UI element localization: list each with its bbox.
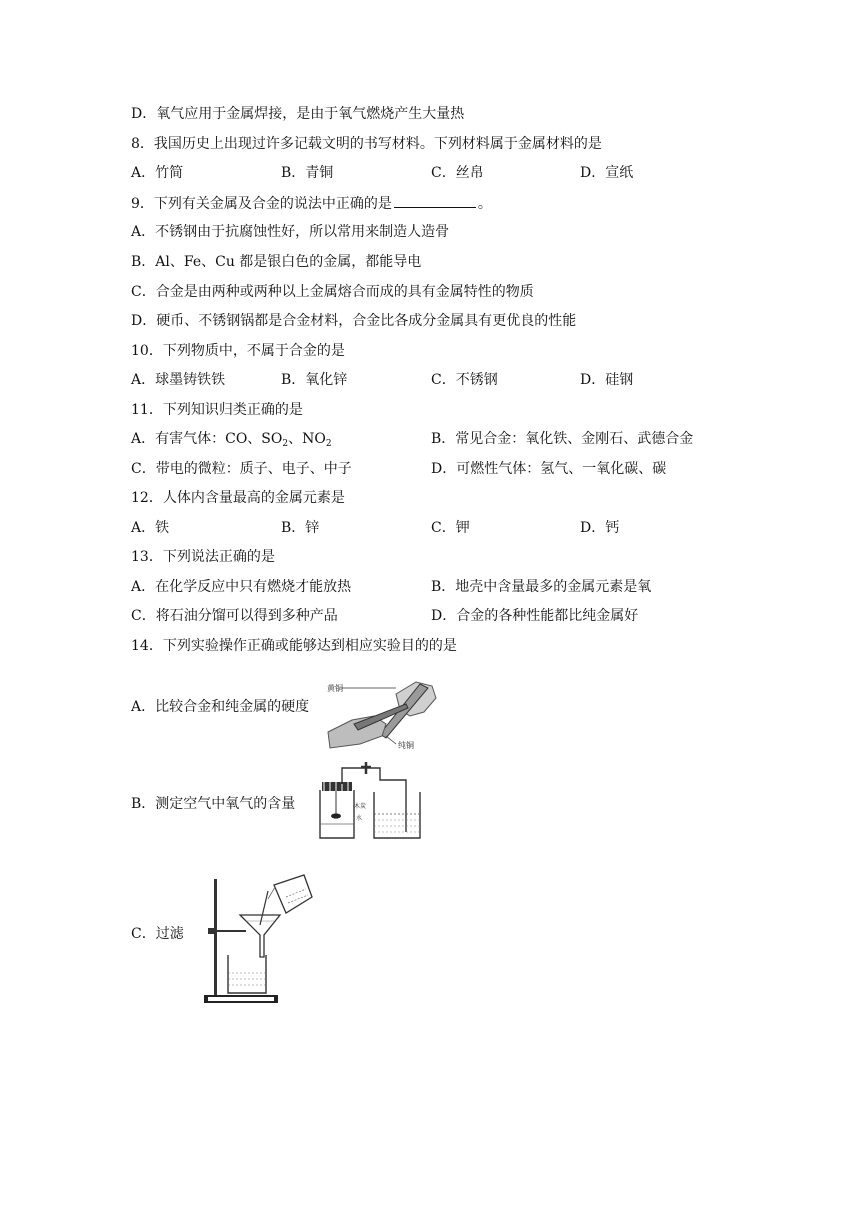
q11-a-text-2: 、NO [288,431,326,447]
q9-stem-text: 9．下列有关金属及合金的说法中正确的是 [131,196,392,212]
q11-a-sub-2: 2 [325,439,332,449]
q9-stem-end: 。 [477,196,492,212]
question-13-stem: 13．下列说法正确的是 [131,549,275,565]
filtration-apparatus-figure [202,873,314,1005]
q8-option-a: A．竹简 [131,165,184,181]
q11-option-d: D．可燃性气体：氢气、一氧化碳、碳 [431,461,667,477]
q14-option-b: B．测定空气中氧气的含量 [131,796,296,812]
q13-option-b: B．地壳中含量最多的金属元素是氧 [431,579,652,595]
q9-option-c: C．合金是由两种或两种以上金属熔合而成的具有金属特性的物质 [131,284,534,300]
q10-option-a: A．球墨铸铁铁 [131,372,226,388]
question-14-stem: 14．下列实验操作正确或能够达到相应实验目的的是 [131,638,457,654]
q14-option-a: A．比较合金和纯金属的硬度 [131,699,310,715]
q12-option-a: A．铁 [131,520,170,536]
q11-option-b: B．常见合金：氧化铁、金刚石、武德合金 [431,431,694,447]
q11-a-sub-1: 2 [282,439,289,449]
q9-option-b: B．Al、Fe、Cu 都是银白色的金属，都能导电 [131,254,422,270]
answer-blank[interactable] [394,193,476,208]
oxygen-content-apparatus-figure [316,762,428,842]
q13-option-c: C．将石油分馏可以得到多种产品 [131,608,338,624]
q11-option-a [131,429,332,454]
q8-option-b: B．青铜 [281,165,334,181]
water-label: 水 [356,815,363,822]
q13-option-d: D．合金的各种性能都比纯金属好 [431,608,639,624]
hardness-comparison-figure [324,676,440,750]
question-12-stem: 12．人体内含量最高的金属元素是 [131,490,345,506]
q9-option-a: A．不锈钢由于抗腐蚀性好，所以常用来制造人造骨 [131,224,450,240]
question-10-stem: 10．下列物质中，不属于合金的是 [131,343,345,359]
copper-label: 纯铜 [398,741,414,750]
q11-option-c: C．带电的微粒：质子、电子、中子 [131,461,352,477]
q10-option-d: D．硅钢 [580,372,634,388]
q14-option-c: C．过滤 [131,926,184,942]
question-11-stem: 11．下列知识归类正确的是 [131,402,303,418]
q13-option-a: A．在化学反应中只有燃烧才能放热 [131,579,352,595]
q12-option-b: B．锌 [281,520,320,536]
q8-option-c: C．丝帛 [431,165,484,181]
q10-option-b: B．氧化锌 [281,372,348,388]
charcoal-label: 木炭 [354,803,367,810]
question-8-stem: 8．我国历史上出现过许多记载文明的书写材料。下列材料属于金属材料的是 [131,136,602,152]
q10-option-c: C．不锈钢 [431,372,498,388]
q8-option-d: D．宣纸 [580,165,634,181]
q12-option-c: C．钾 [431,520,470,536]
q11-a-text-1: A．有害气体：CO、SO [131,431,283,447]
q9-option-d: D．硬币、不锈钢锅都是合金材料，合金比各成分金属具有更优良的性能 [131,313,577,329]
brass-label: 黄铜 [327,684,343,693]
question-9-stem [131,193,492,214]
q12-option-d: D．钙 [580,520,620,536]
question-7-option-d: D．氧气应用于金属焊接，是由于氧气燃烧产生大量热 [131,106,465,122]
